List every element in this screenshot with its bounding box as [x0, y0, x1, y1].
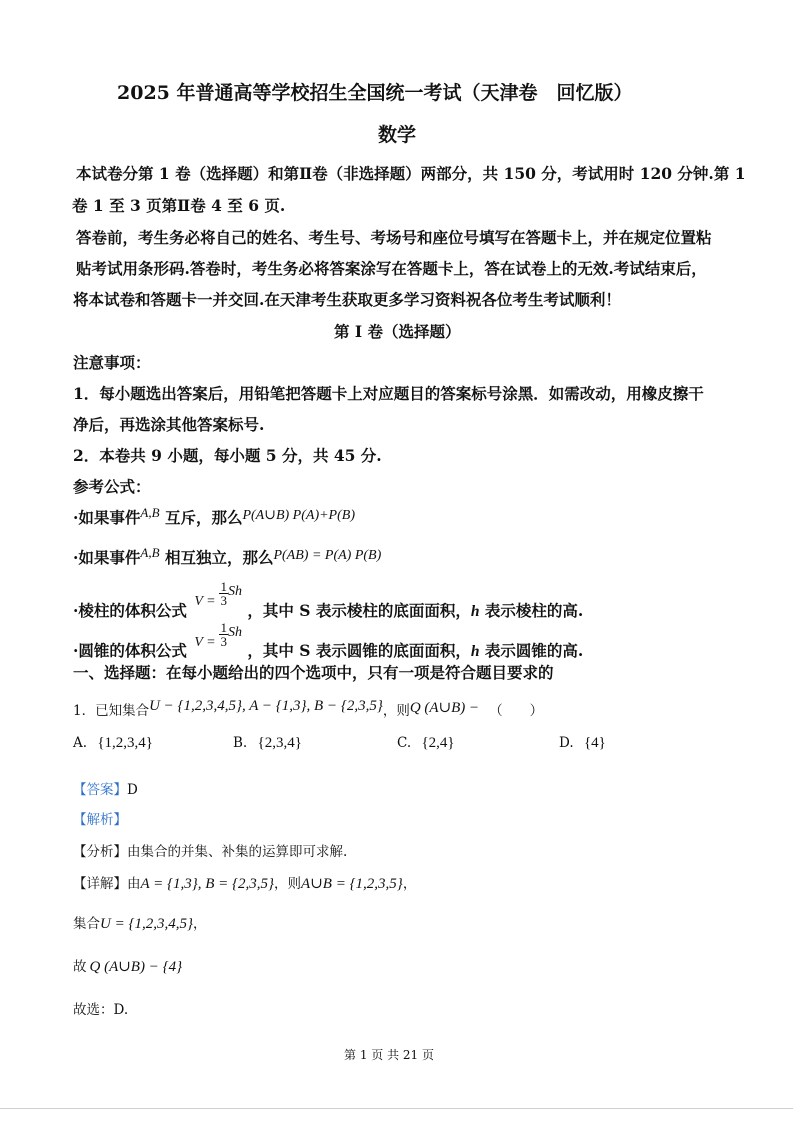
option-a-value: {1,2,3,4}	[97, 735, 153, 751]
option-a	[73, 735, 153, 752]
formula-title: 参考公式：	[73, 477, 151, 496]
intro-line-5: 将本试卷和答题卡一并交回.在天津考生获取更多学习资料祝各位考生考试顺利！	[73, 290, 621, 309]
answer-tag: 【答案】	[73, 782, 127, 798]
option-b-label: B.	[233, 735, 248, 751]
note-1a: 1．每小题选出答案后，用铅笔把答题卡上对应题目的答案标号涂黑．如需改动，用橡皮擦干	[73, 384, 704, 403]
note-1b: 净后，再选涂其他答案标号.	[73, 415, 265, 434]
formula-4-expr	[194, 620, 242, 651]
formula-4-num: 1	[220, 620, 227, 635]
formula-4-fraction	[219, 621, 228, 648]
option-d-value: {4}	[583, 735, 606, 751]
option-a-label: A.	[73, 735, 88, 751]
conclusion-line	[73, 955, 182, 976]
intro-line-4: 贴考试用条形码.答卷时，考生务必将答案涂写在答题卡上，答在试卷上的无效.考试结束后，	[76, 259, 707, 278]
formula-2-events: A,B	[140, 545, 160, 560]
formula-1-prefix: ·如果事件	[73, 508, 141, 527]
question-1-stem	[73, 699, 543, 720]
so-math: Q (A∪B) − {4}	[89, 959, 183, 975]
question-1-prefix: 1．已知集合	[73, 703, 150, 719]
formula-3	[73, 580, 583, 624]
subject-title: 数学	[378, 124, 417, 146]
intro-line-3: 答卷前，考生务必将自己的姓名、考生号、考场号和座位号填写在答题卡上，并在规定位置粘	[76, 228, 712, 247]
formula-4-end: 表示圆锥的高.	[484, 641, 584, 660]
page-number: 第 1 页 共 21 页	[344, 1048, 434, 1062]
notes-title: 注意事项：	[73, 353, 151, 372]
formula-2-mid: 相互独立，那么	[164, 548, 274, 567]
option-c	[397, 735, 455, 752]
answer-value: D	[127, 782, 138, 798]
question-1-then: ，则	[382, 703, 410, 719]
formula-3-fraction	[219, 580, 228, 607]
formula-4-rhs: Sh	[227, 625, 242, 641]
section-heading: 第 I 卷（选择题）	[334, 322, 461, 341]
set-end: ，	[192, 916, 207, 932]
option-b	[233, 735, 302, 752]
formula-3-prefix: ·棱柱的体积公式	[73, 601, 187, 620]
formula-2-math: P(AB) = P(A) P(B)	[273, 548, 382, 563]
formula-4-lhs: V =	[194, 635, 216, 651]
formula-1	[73, 506, 355, 528]
analysis-tag: 【解析】	[73, 812, 127, 828]
question-1-expr: Q (A∪B) −	[409, 700, 480, 716]
formula-2-prefix: ·如果事件	[73, 548, 141, 567]
option-c-value: {2,4}	[421, 735, 455, 751]
note-2: 2．本卷共 9 小题，每小题 5 分，共 45 分.	[73, 446, 382, 465]
detail-pre: 由	[127, 876, 141, 892]
intro-line-2: 卷 1 至 3 页第Ⅱ卷 4 至 6 页.	[72, 196, 286, 215]
formula-3-end: 表示棱柱的高.	[484, 601, 584, 620]
exam-title: 2025 年普通高等学校招生全国统一考试（天津卷 回忆版）	[117, 82, 633, 104]
question-1-sets: U − {1,2,3,4,5}, A − {1,3}, B − {2,3,5}	[149, 698, 383, 714]
option-d-label: D.	[559, 735, 574, 751]
fenxi-text: 由集合的并集、补集的运算即可求解.	[127, 844, 348, 860]
option-c-label: C.	[397, 735, 412, 751]
formula-1-math: P(A∪B) P(A)+P(B)	[242, 508, 355, 523]
page-divider	[0, 1108, 793, 1109]
part-1-heading: 一、选择题：在每小题给出的四个选项中，只有一项是符合题目要求的	[73, 663, 554, 682]
detail-math-2: A∪B = {1,2,3,5}	[301, 876, 403, 892]
detail-mid: ，则	[274, 876, 302, 892]
detail-end: ，	[402, 876, 417, 892]
formula-3-lhs: V =	[194, 594, 216, 610]
formula-1-mid: 互斥，那么	[164, 508, 243, 527]
set-line	[73, 912, 206, 933]
formula-3-den: 3	[220, 593, 227, 608]
formula-4	[73, 621, 583, 665]
formula-4-h: h	[470, 643, 480, 660]
fenxi-line	[73, 840, 347, 860]
formula-4-suffix: ，其中 S 表示圆锥的底面面积，	[247, 641, 471, 660]
choice-line: 故选：D.	[73, 1002, 129, 1018]
set-math: U = {1,2,3,4,5}	[100, 916, 193, 932]
formula-4-den: 3	[220, 634, 227, 649]
formula-3-expr	[194, 579, 242, 610]
answer-line	[73, 778, 138, 798]
detail-tag: 【详解】	[73, 876, 127, 892]
detail-math-1: A = {1,3}, B = {2,3,5}	[140, 876, 275, 892]
formula-3-h: h	[470, 603, 480, 620]
formula-1-events: A,B	[140, 505, 160, 520]
so-pre: 故	[73, 959, 87, 975]
question-1-blank: （ ）	[489, 703, 544, 719]
set-pre: 集合	[73, 916, 100, 932]
formula-4-prefix: ·圆锥的体积公式	[73, 641, 187, 660]
option-b-value: {2,3,4}	[257, 735, 302, 751]
intro-line-1: 本试卷分第 1 卷（选择题）和第Ⅱ卷（非选择题）两部分，共 150 分，考试用时 120 分钟.第 1	[76, 164, 746, 183]
formula-2	[73, 546, 381, 568]
option-d	[559, 735, 606, 752]
formula-3-rhs: Sh	[227, 584, 242, 600]
detail-line	[73, 872, 416, 893]
formula-3-num: 1	[220, 579, 227, 594]
formula-3-suffix: ，其中 S 表示棱柱的底面面积，	[247, 601, 471, 620]
fenxi-tag: 【分析】	[73, 844, 127, 860]
